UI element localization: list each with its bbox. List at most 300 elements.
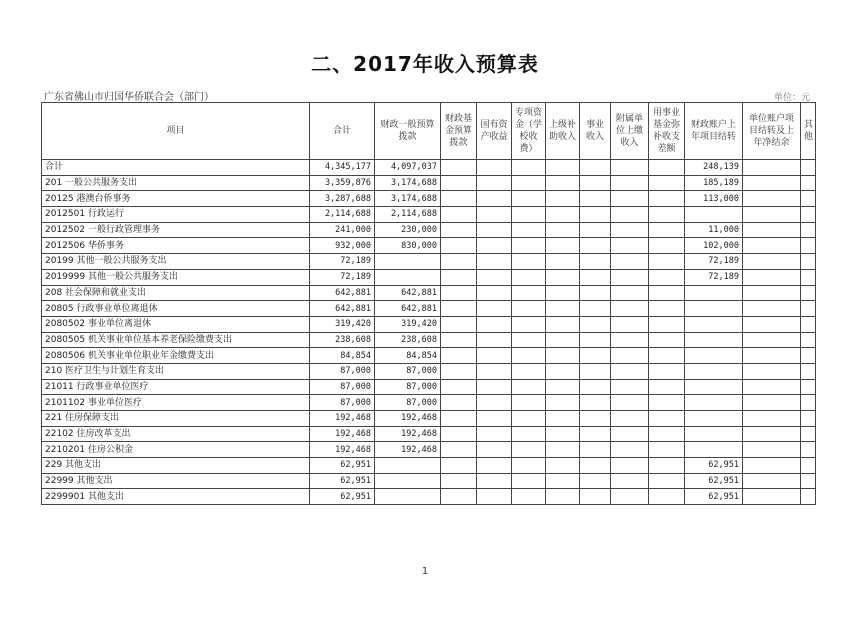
row-special-funds [512,473,546,489]
header-total: 合计 [310,103,375,160]
row-unit-carryover [743,222,801,238]
table-row [42,222,816,238]
row-general-budget: 192,468 [375,411,441,427]
row-business-fund [649,191,685,207]
row-fin-carryover [685,363,743,379]
row-item-name: 2012501 行政运行 [42,207,310,223]
table-row [42,411,816,427]
row-superior-subsidy [546,222,580,238]
row-superior-subsidy [546,254,580,270]
row-fund-budget [441,222,477,238]
row-special-funds [512,316,546,332]
header-affiliate-income: 附属单位上缴收入 [611,103,649,160]
header-superior-subsidy: 上级补助收入 [546,103,580,160]
row-affiliate-income [611,379,649,395]
revenue-budget-table [41,102,816,505]
row-affiliate-income [611,254,649,270]
row-special-funds [512,269,546,285]
row-general-budget: 84,854 [375,348,441,364]
row-unit-carryover [743,442,801,458]
row-special-funds [512,395,546,411]
row-superior-subsidy [546,363,580,379]
row-total: 2,114,688 [310,207,375,223]
row-item-name: 2012502 一般行政管理事务 [42,222,310,238]
row-affiliate-income [611,269,649,285]
row-other [801,207,816,223]
row-superior-subsidy [546,332,580,348]
row-affiliate-income [611,316,649,332]
row-state-asset-income [477,363,512,379]
row-item-name: 2210201 住房公积金 [42,442,310,458]
row-business-income [580,238,611,254]
row-state-asset-income [477,191,512,207]
row-total: 87,000 [310,363,375,379]
unit-label: 单位：元 [773,93,810,103]
table-row [42,238,816,254]
row-superior-subsidy [546,238,580,254]
row-other [801,411,816,427]
row-superior-subsidy [546,160,580,176]
row-total: 192,468 [310,411,375,427]
row-unit-carryover [743,332,801,348]
row-special-funds [512,442,546,458]
row-unit-carryover [743,458,801,474]
row-general-budget: 4,097,037 [375,160,441,176]
row-affiliate-income [611,411,649,427]
table-row [42,332,816,348]
row-other [801,222,816,238]
row-superior-subsidy [546,316,580,332]
row-unit-carryover [743,191,801,207]
row-superior-subsidy [546,348,580,364]
row-business-income [580,269,611,285]
row-item-name: 201 一般公共服务支出 [42,175,310,191]
row-state-asset-income [477,269,512,285]
row-superior-subsidy [546,458,580,474]
row-business-income [580,316,611,332]
row-unit-carryover [743,411,801,427]
row-general-budget: 319,420 [375,316,441,332]
row-general-budget: 87,000 [375,363,441,379]
row-fin-carryover [685,207,743,223]
row-other [801,316,816,332]
row-general-budget: 87,000 [375,395,441,411]
table-row [42,489,816,505]
row-item-name: 2019999 其他一般公共服务支出 [42,269,310,285]
row-unit-carryover [743,348,801,364]
row-state-asset-income [477,458,512,474]
row-general-budget: 192,468 [375,426,441,442]
row-total: 62,951 [310,458,375,474]
table-row [42,442,816,458]
row-superior-subsidy [546,411,580,427]
row-unit-carryover [743,379,801,395]
row-affiliate-income [611,191,649,207]
table-row [42,269,816,285]
row-fund-budget [441,269,477,285]
row-special-funds [512,207,546,223]
row-total: 642,881 [310,301,375,317]
row-unit-carryover [743,316,801,332]
row-other [801,191,816,207]
row-superior-subsidy [546,269,580,285]
row-fin-carryover [685,426,743,442]
organization-label: 广东省佛山市归国华侨联合会（部门） [44,92,214,103]
row-fin-carryover: 72,189 [685,269,743,285]
row-fund-budget [441,332,477,348]
row-total: 3,359,876 [310,175,375,191]
row-fin-carryover: 102,000 [685,238,743,254]
row-special-funds [512,411,546,427]
row-business-fund [649,473,685,489]
row-business-fund [649,269,685,285]
row-item-name: 20805 行政事业单位离退休 [42,301,310,317]
row-fin-carryover: 185,189 [685,175,743,191]
row-fund-budget [441,395,477,411]
row-business-income [580,458,611,474]
row-affiliate-income [611,301,649,317]
row-state-asset-income [477,207,512,223]
row-total: 192,468 [310,426,375,442]
row-state-asset-income [477,411,512,427]
row-business-fund [649,160,685,176]
row-other [801,269,816,285]
row-general-budget: 238,608 [375,332,441,348]
row-other [801,363,816,379]
row-other [801,473,816,489]
row-total: 932,000 [310,238,375,254]
row-business-income [580,332,611,348]
row-affiliate-income [611,160,649,176]
row-superior-subsidy [546,207,580,223]
row-affiliate-income [611,442,649,458]
row-business-income [580,175,611,191]
table-row [42,473,816,489]
row-item-name: 2080506 机关事业单位职业年金缴费支出 [42,348,310,364]
table-row [42,426,816,442]
row-item-name: 2080505 机关事业单位基本养老保险缴费支出 [42,332,310,348]
row-superior-subsidy [546,285,580,301]
row-state-asset-income [477,473,512,489]
row-general-budget: 830,000 [375,238,441,254]
row-affiliate-income [611,489,649,505]
row-state-asset-income [477,348,512,364]
row-business-fund [649,175,685,191]
row-unit-carryover [743,160,801,176]
row-item-name: 221 住房保障支出 [42,411,310,427]
row-fund-budget [441,285,477,301]
row-total: 87,000 [310,379,375,395]
row-state-asset-income [477,489,512,505]
row-business-income [580,442,611,458]
row-other [801,301,816,317]
header-fin-carryover: 财政账户上年项目结转 [685,103,743,160]
row-state-asset-income [477,301,512,317]
row-superior-subsidy [546,395,580,411]
row-business-income [580,395,611,411]
row-unit-carryover [743,207,801,223]
row-fin-carryover [685,379,743,395]
page-title: 二、2017年收入预算表 [311,52,539,76]
row-total: 72,189 [310,254,375,270]
row-special-funds [512,238,546,254]
row-general-budget: 642,881 [375,301,441,317]
row-item-name: 21011 行政事业单位医疗 [42,379,310,395]
row-unit-carryover [743,301,801,317]
row-affiliate-income [611,175,649,191]
row-other [801,489,816,505]
row-fin-carryover: 113,000 [685,191,743,207]
row-affiliate-income [611,285,649,301]
row-business-income [580,489,611,505]
row-other [801,175,816,191]
row-business-fund [649,395,685,411]
row-fin-carryover: 11,000 [685,222,743,238]
row-unit-carryover [743,254,801,270]
row-item-name: 20199 其他一般公共服务支出 [42,254,310,270]
row-affiliate-income [611,426,649,442]
row-total: 192,468 [310,442,375,458]
row-special-funds [512,458,546,474]
row-superior-subsidy [546,489,580,505]
row-general-budget: 192,468 [375,442,441,458]
row-special-funds [512,285,546,301]
header-business-fund: 用事业基金弥补收支差额 [649,103,685,160]
row-state-asset-income [477,332,512,348]
row-fin-carryover: 62,951 [685,489,743,505]
row-business-income [580,411,611,427]
table-row [42,379,816,395]
table-row [42,207,816,223]
row-business-fund [649,316,685,332]
row-other [801,395,816,411]
row-affiliate-income [611,332,649,348]
table-row [42,254,816,270]
row-fin-carryover [685,348,743,364]
row-fund-budget [441,301,477,317]
row-business-income [580,426,611,442]
row-business-income [580,207,611,223]
row-general-budget [375,489,441,505]
header-general-budget: 财政一般预算拨款 [375,103,441,160]
row-fund-budget [441,160,477,176]
row-unit-carryover [743,285,801,301]
row-fin-carryover [685,395,743,411]
row-business-fund [649,207,685,223]
row-business-income [580,473,611,489]
row-state-asset-income [477,442,512,458]
row-total: 319,420 [310,316,375,332]
row-item-name: 合计 [42,160,310,176]
row-general-budget [375,254,441,270]
row-total: 4,345,177 [310,160,375,176]
row-business-fund [649,332,685,348]
row-special-funds [512,489,546,505]
row-total: 62,951 [310,489,375,505]
row-business-income [580,222,611,238]
row-business-fund [649,489,685,505]
row-state-asset-income [477,316,512,332]
row-business-income [580,301,611,317]
row-state-asset-income [477,238,512,254]
row-superior-subsidy [546,426,580,442]
row-total: 72,189 [310,269,375,285]
row-special-funds [512,254,546,270]
table-row [42,363,816,379]
row-total: 3,287,688 [310,191,375,207]
row-affiliate-income [611,348,649,364]
row-fund-budget [441,254,477,270]
row-state-asset-income [477,175,512,191]
row-unit-carryover [743,473,801,489]
row-other [801,426,816,442]
row-business-fund [649,379,685,395]
header-business-income: 事业收入 [580,103,611,160]
row-fund-budget [441,489,477,505]
table-row [42,316,816,332]
row-other [801,348,816,364]
row-item-name: 22102 住房改革支出 [42,426,310,442]
row-total: 87,000 [310,395,375,411]
row-business-fund [649,301,685,317]
row-fin-carryover: 248,139 [685,160,743,176]
row-superior-subsidy [546,379,580,395]
row-business-income [580,379,611,395]
row-superior-subsidy [546,191,580,207]
row-superior-subsidy [546,301,580,317]
header-state-asset-income: 国有资产收益 [477,103,512,160]
row-fin-carryover [685,316,743,332]
row-unit-carryover [743,175,801,191]
row-superior-subsidy [546,442,580,458]
row-item-name: 2012506 华侨事务 [42,238,310,254]
row-total: 84,854 [310,348,375,364]
row-fin-carryover [685,442,743,458]
row-affiliate-income [611,458,649,474]
row-business-fund [649,411,685,427]
row-affiliate-income [611,207,649,223]
row-total: 238,608 [310,332,375,348]
page-number: 1 [421,566,429,577]
table-row [42,348,816,364]
row-item-name: 20125 港澳台侨事务 [42,191,310,207]
row-business-fund [649,363,685,379]
row-special-funds [512,379,546,395]
row-other [801,254,816,270]
row-unit-carryover [743,489,801,505]
row-fund-budget [441,191,477,207]
header-item: 项目 [42,103,310,160]
table-header-row [42,103,816,160]
row-general-budget: 87,000 [375,379,441,395]
row-fund-budget [441,379,477,395]
row-fund-budget [441,426,477,442]
row-business-income [580,191,611,207]
row-general-budget [375,473,441,489]
table-row [42,191,816,207]
row-fin-carryover [685,301,743,317]
row-special-funds [512,222,546,238]
row-other [801,458,816,474]
row-business-fund [649,442,685,458]
row-general-budget: 230,000 [375,222,441,238]
row-fund-budget [441,175,477,191]
row-other [801,160,816,176]
row-special-funds [512,160,546,176]
row-general-budget: 3,174,688 [375,175,441,191]
row-state-asset-income [477,426,512,442]
row-total: 241,000 [310,222,375,238]
row-fin-carryover: 62,951 [685,473,743,489]
row-item-name: 22999 其他支出 [42,473,310,489]
row-fin-carryover: 72,189 [685,254,743,270]
row-state-asset-income [477,160,512,176]
row-special-funds [512,348,546,364]
row-unit-carryover [743,395,801,411]
row-fin-carryover [685,332,743,348]
row-state-asset-income [477,222,512,238]
row-superior-subsidy [546,473,580,489]
row-other [801,238,816,254]
row-special-funds [512,332,546,348]
row-fund-budget [441,458,477,474]
header-fund-budget: 财政基金预算拨款 [441,103,477,160]
header-unit-carryover: 单位账户项目结转及上年净结余 [743,103,801,160]
row-fund-budget [441,316,477,332]
header-other: 其他 [801,103,816,160]
row-state-asset-income [477,379,512,395]
row-affiliate-income [611,222,649,238]
row-business-income [580,348,611,364]
row-fund-budget [441,348,477,364]
row-affiliate-income [611,395,649,411]
row-business-fund [649,285,685,301]
row-fund-budget [441,473,477,489]
row-business-fund [649,222,685,238]
row-fin-carryover [685,285,743,301]
table-row [42,301,816,317]
row-other [801,379,816,395]
row-unit-carryover [743,238,801,254]
row-fund-budget [441,442,477,458]
row-general-budget: 642,881 [375,285,441,301]
row-affiliate-income [611,473,649,489]
row-state-asset-income [477,395,512,411]
table-row [42,160,816,176]
row-special-funds [512,426,546,442]
row-affiliate-income [611,363,649,379]
row-general-budget: 3,174,688 [375,191,441,207]
row-item-name: 2101102 事业单位医疗 [42,395,310,411]
row-business-income [580,254,611,270]
header-special-funds: 专项资金（学校收费） [512,103,546,160]
row-item-name: 229 其他支出 [42,458,310,474]
table-row [42,175,816,191]
row-business-income [580,285,611,301]
row-state-asset-income [477,254,512,270]
row-total: 62,951 [310,473,375,489]
row-unit-carryover [743,363,801,379]
row-business-fund [649,238,685,254]
row-special-funds [512,175,546,191]
row-state-asset-income [477,285,512,301]
row-affiliate-income [611,238,649,254]
row-general-budget [375,458,441,474]
row-item-name: 2080502 事业单位离退休 [42,316,310,332]
row-other [801,332,816,348]
table-row [42,395,816,411]
row-unit-carryover [743,269,801,285]
